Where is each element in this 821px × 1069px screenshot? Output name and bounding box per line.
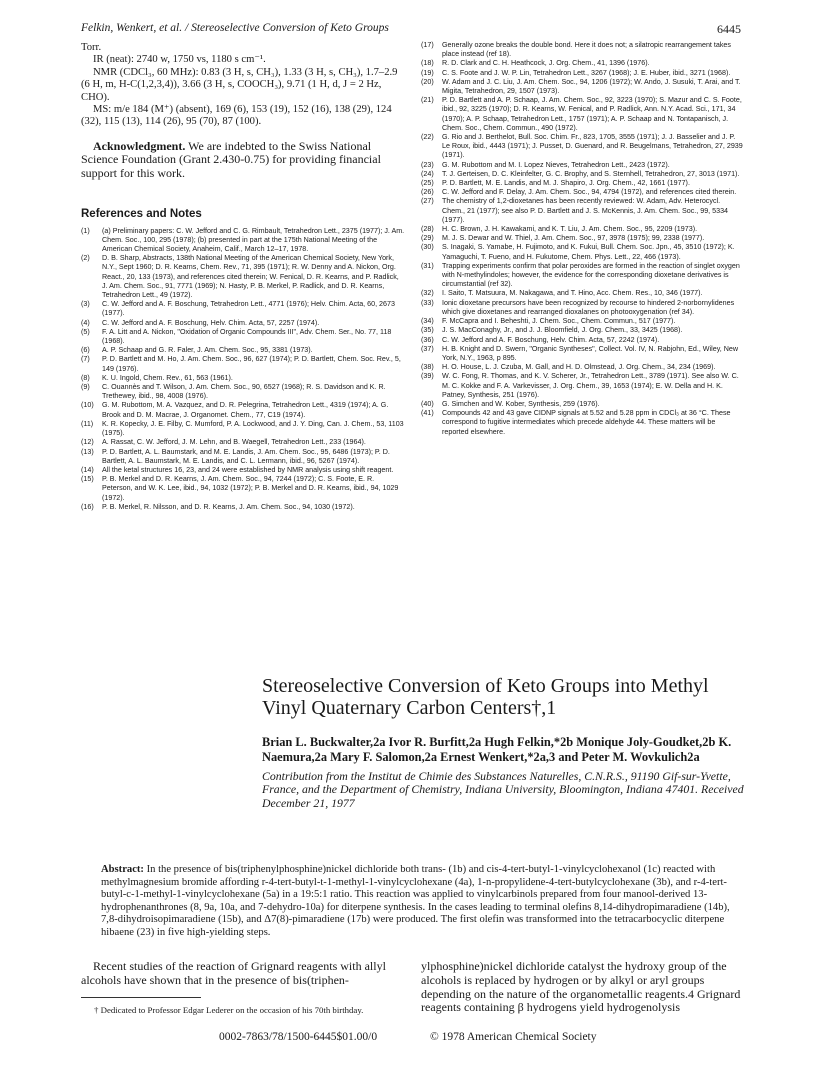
reference-number: (32) <box>421 289 434 298</box>
reference-text: C. S. Foote and J. W. P. Lin, Tetrahedron Lett., 3267 (1968); J. E. Huber, ibid., 3271 (1968). <box>442 68 731 77</box>
reference-number: (29) <box>421 234 434 243</box>
reference-text: H. B. Knight and D. Swern, "Organic Syntheses", Collect. Vol. IV, N. Rabjohn, Ed., Wiley, New York, N.Y., 1963, p 895. <box>442 344 738 362</box>
reference-number: (39) <box>421 372 434 381</box>
reference-item <box>81 438 406 447</box>
reference-item <box>421 336 743 345</box>
reference-number: (11) <box>81 419 94 428</box>
reference-number: (30) <box>421 243 434 252</box>
reference-number: (17) <box>421 41 434 49</box>
reference-text: G. M. Rubottom and M. I. Lopez Nieves, Tetrahedron Lett., 2423 (1972). <box>442 160 670 169</box>
reference-item <box>421 409 743 437</box>
references-list-left <box>81 227 406 512</box>
reference-text: A. Rassat, C. W. Jefford, J. M. Lehn, and B. Waegell, Tetrahedron Lett., 233 (1964). <box>102 438 366 447</box>
reference-text: P. B. Merkel, R. Nilsson, and D. R. Kearns, J. Am. Chem. Soc., 94, 1030 (1972). <box>102 502 355 511</box>
reference-text: C. W. Jefford and A. F. Boschung, Helv. Chim. Acta, 57, 2257 (1974). <box>102 318 320 327</box>
reference-item <box>421 170 743 179</box>
reference-text: P. D. Bartlett and M. Ho, J. Am. Chem. Soc., 96, 627 (1974); P. D. Bartlett, Chem. Soc. Rev., 5, 149 (1976). <box>102 355 401 373</box>
reference-item <box>421 225 743 234</box>
reference-item <box>81 448 406 466</box>
reference-number: (14) <box>81 465 94 474</box>
reference-text: H. C. Brown, J. H. Kawakami, and K. T. Liu, J. Am. Chem. Soc., 95, 2209 (1973). <box>442 225 698 234</box>
reference-item <box>421 234 743 243</box>
reference-text: G. M. Rubottom, M. A. Vazquez, and D. R. Pelegrina, Tetrahedron Lett., 4319 (1974); A. G. Brook and D. M. Macrae, J. Organomet. Chem., 77, C19 (1974). <box>102 401 389 419</box>
reference-number: (19) <box>421 68 434 77</box>
reference-number: (22) <box>421 133 434 142</box>
spectral-data <box>81 42 406 129</box>
reference-text: All the ketal structures 16, 23, and 24 were established by NMR analysis using shift reagent. <box>102 465 394 474</box>
reference-number: (6) <box>81 346 90 355</box>
spectral-line: MS: m/e 184 (M⁺) (absent), 169 (6), 153 (19), 152 (16), 138 (29), 124 (32), 115 (13), 114 (26), 95 (70), 87 (100). <box>81 104 392 128</box>
reference-text: F. McCapra and I. Beheshti, J. Chem. Soc., Chem. Commun., 517 (1977). <box>442 317 676 326</box>
reference-number: (23) <box>421 160 434 169</box>
references-list-right <box>421 41 743 437</box>
reference-number: (16) <box>81 502 94 511</box>
reference-number: (26) <box>421 188 434 197</box>
spectral-line: IR (neat): 2740 w, 1750 vs, 1180 s cm⁻¹. <box>93 54 266 66</box>
reference-item <box>421 363 743 372</box>
contribution-affiliation: Contribution from the Institut de Chimie des Substances Naturelles, C.N.R.S., 91190 Gif-sur-Yvette, France, and the Department of Chemistry, Indiana University, Bloomington, Indiana 47401. Received December 21, 1977 <box>262 769 744 810</box>
left-column <box>81 42 406 512</box>
reference-number: (36) <box>421 335 434 344</box>
reference-item <box>81 328 406 346</box>
reference-number: (31) <box>421 261 434 270</box>
reference-text: C. W. Jefford and F. Delay, J. Am. Chem. Soc., 94, 4794 (1972), and references cited therein. <box>442 188 737 197</box>
reference-item <box>81 227 406 255</box>
reference-item <box>421 299 743 317</box>
reference-number: (8) <box>81 373 90 382</box>
reference-number: (9) <box>81 383 90 392</box>
abstract-text: In the presence of bis(triphenylphosphine)nickel dichloride both trans- (1b) and cis-4-tert-butyl-1-vinylcyclohexanol (1c) reacted with methylmagnesium bromide affording r-4-tert-butyl-t-1-methyl-1-vinylcyclohexane (4a), 1-n-propylidene-4-tert-butylcyclohexane (3b), and r-4-tert-butyl-c-1-methyl-1-vinylcyclohexane (5a) in a 19:5:1 ratio. This reaction was applied to vinylcarbinols prepared from four manool-derived 13-hydrophenanthrones (8, 9a, 10a, and 7-dehydro-10a) for diterpene synthesis. In the cases leading to terminal olefins 8,14-dihydropimaradiene (14b), 7,8-dihydroisopimaradiene (15b), and Δ7(8)-pimaradiene (17b) were produced. The first olefin was transformed into the tetracarbocyclic diterpene hibaene (23) in five high-yielding steps. <box>101 864 730 938</box>
running-header <box>81 22 741 38</box>
reference-number: (3) <box>81 300 90 309</box>
reference-text: K. U. Ingold, Chem. Rev., 61, 563 (1961). <box>102 373 233 382</box>
reference-text: C. Ouannès and T. Wilson, J. Am. Chem. Soc., 90, 6527 (1968); R. S. Davidson and K. R. Trethewey, ibid., 98, 4008 (1976). <box>102 383 386 401</box>
reference-text: G. Simchen and W. Kober, Synthesis, 259 (1976). <box>442 399 600 408</box>
reference-number: (41) <box>421 409 434 418</box>
intro-text-right: ylphosphine)nickel dichloride catalyst the hydroxy group of the alcohols is replaced by hydrogen or by alkyl or aryl groups depending on the nature of the organometallic reagents.4 Grignard reagents containing β hydrogens yield hydrogenolysis <box>421 959 741 1015</box>
reference-number: (1) <box>81 226 90 235</box>
reference-item <box>421 96 743 133</box>
reference-text: T. J. Gerteisen, D. C. Kleinfelter, G. C. Brophy, and S. Sternhell, Tetrahedron, 27, 3013 (1971). <box>442 169 740 178</box>
reference-item <box>421 78 743 96</box>
reference-number: (35) <box>421 326 434 335</box>
reference-item <box>81 466 406 475</box>
reference-item <box>421 262 743 290</box>
copyright-notice: © 1978 American Chemical Society <box>430 1031 597 1043</box>
reference-item <box>81 383 406 401</box>
reference-number: (25) <box>421 179 434 188</box>
reference-item <box>81 420 406 438</box>
acknowledgment-label: Acknowledgment. <box>93 138 186 153</box>
acknowledgment <box>81 140 406 181</box>
reference-text: H. O. House, L. J. Czuba, M. Gall, and H. D. Olmstead, J. Org. Chem., 34, 234 (1969). <box>442 363 716 372</box>
reference-text: Compounds 42 and 43 gave CIDNP signals at 5.52 and 5.28 ppm in CDCl₃ at 36 °C. These correspond to fugitive intermediates which precede aldehyde 44. These matters will be reported elsewhere. <box>442 409 731 436</box>
reference-item <box>81 401 406 419</box>
reference-text: Trapping experiments confirm that polar peroxides are formed in the reaction of singlet oxygen with N-methylindoles; however, the evidence for the corresponding dioxetane derivatives is circumstantial (ref 32). <box>442 261 740 289</box>
reference-text: Ionic dioxetane precursors have been recognized by recourse to hindered 2-norbornylidenes which give dioxetanes and rearranged dioxalanes on photooxygenation (ref 34). <box>442 298 735 316</box>
reference-item <box>421 326 743 335</box>
reference-number: (10) <box>81 401 94 410</box>
reference-item <box>421 400 743 409</box>
reference-number: (18) <box>421 59 434 68</box>
reference-item <box>421 289 743 298</box>
reference-text: M. J. S. Dewar and W. Thiel, J. Am. Chem. Soc., 97, 3978 (1975); 99, 2338 (1977). <box>442 234 705 243</box>
article-authors: Brian L. Buckwalter,2a Ivor R. Burfitt,2a Hugh Felkin,*2b Monique Joly-Goudket,2b K. Naemura,2a Mary F. Salomon,2a Ernest Wenkert,*2a,3 and Peter M. Wovkulich2a <box>262 735 732 764</box>
reference-text: P. D. Bartlett, M. E. Landis, and M. J. Shapiro, J. Org. Chem., 42, 1661 (1977). <box>442 179 690 188</box>
reference-item <box>81 355 406 373</box>
reference-item <box>81 475 406 503</box>
page-number: 6445 <box>717 22 741 36</box>
acknowledgment-text: We are indebted to the Swiss National Science Foundation (Grant 2.430-0.75) for providing financial support for this work. <box>81 138 381 181</box>
references-heading: References and Notes <box>81 207 202 220</box>
issn-code: 0002-7863/78/1500-6445$01.00/0 <box>219 1031 378 1043</box>
spectral-line: NMR (CDCl₃, 60 MHz): 0.83 (3 H, s, CH₃), 1.33 (3 H, s, CH₃), 1.7–2.9 (6 H, m, H-C(1,2,3,4)), 3.66 (3 H, s, COOCH₃), 9.71 (1 H, d, J = 2 Hz, CHO). <box>81 66 398 103</box>
reference-item <box>81 319 406 328</box>
reference-text: C. W. Jefford and A. F. Boschung, Helv. Chim. Acta, 57, 2242 (1974). <box>442 335 660 344</box>
footnote-rule <box>81 997 201 998</box>
reference-text: P. B. Merkel and D. R. Kearns, J. Am. Chem. Soc., 94, 7244 (1972); C. S. Foote, E. R. Peterson, and W. K. Lee, ibid., 94, 1032 (1972); P. B. Merkel and D. R. Kearns, ibid., 94, 1029 (1972). <box>102 475 399 502</box>
reference-text: P. D. Bartlett, A. L. Baumstark, and M. E. Landis, J. Am. Chem. Soc., 95, 6486 (1973); P. D. Bartlett, A. L. Baumstark, M. E. Landis, and C. L. Lermann, ibid., 96, 5267 (1974). <box>102 447 390 465</box>
abstract-label: Abstract: <box>101 864 144 875</box>
reference-text: S. Inagaki, S. Yamabe, H. Fujimoto, and K. Fukui, Bull. Chem. Soc. Jpn., 45, 3510 (1972); K. Yamaguchi, T. Fueno, and H. Fukutome, Chem. Phys. Lett., 22, 466 (1973). <box>442 243 735 261</box>
reference-text: The chemistry of 1,2-dioxetanes has been recently reviewed: W. Adam, Adv. Heterocycl. Chem., 21 (1977); see also P. D. Bartlett and J. S. McKennis, J. Am. Chem. Soc., 99, 5334 (1977). <box>442 197 729 224</box>
intro-text-left: Recent studies of the reaction of Grignard reagents with allyl alcohols have shown that in the presence of bis(triphen- <box>81 959 386 987</box>
reference-number: (15) <box>81 475 94 484</box>
reference-number: (21) <box>421 96 434 105</box>
reference-text: G. Rio and J. Berthelot, Bull. Soc. Chim. Fr., 823, 1705, 3555 (1971); J. J. Basselier and J. P. Le Roux, ibid., 4443 (1971); J. Pusset, D. Guenard, and R. Beugelmans, Tetrahedron, 27, 2939 (1971). <box>442 133 743 160</box>
reference-number: (4) <box>81 318 90 327</box>
reference-text: A. P. Schaap and G. R. Faler, J. Am. Chem. Soc., 95, 3381 (1973). <box>102 346 313 355</box>
reference-text: P. D. Bartlett and A. P. Schaap, J. Am. Chem. Soc., 92, 3223 (1970); S. Mazur and C. S. Foote, ibid., 92, 3225 (1970); D. R. Kearns, W. Fenical, and P. Radlick, Ann. N.Y. Acad. Sci., 171, 34 (1970); A. P. Schaap, Tetrahedron Lett., 1757 (1971); A. P. Schaap and N. Tontapanisch, J. Chem. Soc., Chem. Commun., 490 (1972). <box>442 96 742 132</box>
reference-item <box>421 69 743 78</box>
reference-number: (34) <box>421 317 434 326</box>
reference-text: R. D. Clark and C. H. Heathcock, J. Org. Chem., 41, 1396 (1976). <box>442 59 650 68</box>
running-title: Felkin, Wenkert, et al. / Stereoselective Conversion of Keto Groups <box>81 22 389 34</box>
reference-number: (20) <box>421 77 434 86</box>
reference-text: K. R. Kopecky, J. E. Filby, C. Mumford, P. A. Lockwood, and J. Y. Ding, Can. J. Chem., 53, 1103 (1975). <box>102 419 404 438</box>
reference-number: (2) <box>81 254 90 263</box>
reference-item <box>421 59 743 68</box>
right-column <box>421 41 743 437</box>
reference-text: Generally ozone breaks the double bond. Here it does not; a silatropic rearrangement takes place instead (ref 18). <box>442 41 731 59</box>
reference-item <box>421 317 743 326</box>
spectral-line: Torr. <box>81 42 102 53</box>
reference-text: I. Saito, T. Matsuura, M. Nakagawa, and T. Hino, Acc. Chem. Res., 10, 346 (1977). <box>442 289 703 298</box>
reference-text: J. S. MacConaghy, Jr., and J. J. Bloomfield, J. Org. Chem., 33, 3425 (1968). <box>442 326 683 335</box>
reference-item <box>81 503 406 512</box>
reference-item <box>421 372 743 400</box>
reference-number: (13) <box>81 447 94 456</box>
reference-item <box>421 345 743 363</box>
reference-item <box>81 254 406 300</box>
abstract <box>101 864 741 940</box>
reference-number: (28) <box>421 225 434 234</box>
reference-text: W. C. Fong, R. Thomas, and K. V. Scherer, Jr., Tetrahedron Lett., 3789 (1971). See also W. C. M. C. Kokke and F. A. Varkevisser, J. Org. Chem., 39, 1653 (1974); E. W. Della and H. K. Patney, Synthesis, 251 (1976). <box>442 372 739 399</box>
reference-item <box>421 197 743 225</box>
reference-item <box>421 133 743 161</box>
reference-text: F. A. Litt and A. Nickon, "Oxidation of Organic Compounds III", Adv. Chem. Ser., No. 77, 118 (1968). <box>102 327 392 346</box>
reference-number: (27) <box>421 197 434 206</box>
reference-number: (33) <box>421 298 434 307</box>
reference-text: C. W. Jefford and A. F. Boschung, Tetrahedron Lett., 4771 (1976); Helv. Chim. Acta, 60, 2673 (1977). <box>102 300 395 318</box>
reference-item <box>421 188 743 197</box>
article-title: Stereoselective Conversion of Keto Groups into Methyl Vinyl Quaternary Carbon Centers†,1 <box>262 675 709 719</box>
reference-number: (12) <box>81 438 94 447</box>
reference-item <box>421 41 743 59</box>
reference-item <box>81 374 406 383</box>
reference-number: (37) <box>421 344 434 353</box>
reference-text: (a) Preliminary papers: C. W. Jefford and C. G. Rimbault, Tetrahedron Lett., 2375 (1977); J. Am. Chem. Soc., 100, 295 (1978); (b) presented in part at the 175th National Meeting of the American Chemical Society, Anaheim, Calif., March 12–17, 1978. <box>102 226 405 254</box>
reference-item <box>421 179 743 188</box>
reference-text: D. B. Sharp, Abstracts, 138th National Meeting of the American Chemical Society, New York, N.Y., Sept 1960; D. R. Kearns, Chem. Rev., 71, 395 (1971); R. W. Denny and A. Nickon, Org. React., 20, 133 (1973), and references cited therein; W. Fenical, D. R. Kearns, and P. Radlick, J. Am. Chem. Soc., 91, 7771 (1969); N. Hasty, P. B. Merkel, P. Radlick, and D. R. Kearns, Tetrahedron Lett., 49 (1972). <box>102 254 399 300</box>
reference-number: (38) <box>421 363 434 372</box>
reference-number: (7) <box>81 355 90 364</box>
reference-number: (40) <box>421 399 434 408</box>
dedication-footnote: † Dedicated to Professor Edgar Lederer on the occasion of his 70th birthday. <box>94 1005 364 1015</box>
reference-item <box>81 346 406 355</box>
reference-item <box>81 300 406 318</box>
reference-number: (24) <box>421 169 434 178</box>
reference-text: W. Adam and J. C. Liu, J. Am. Chem. Soc., 94, 1206 (1972); W. Ando, J. Susuki, T. Arai, and T. Migita, Tetrahedron, 29, 1507 (1973). <box>442 77 741 96</box>
reference-number: (5) <box>81 327 90 336</box>
reference-item <box>421 161 743 170</box>
reference-item <box>421 243 743 261</box>
